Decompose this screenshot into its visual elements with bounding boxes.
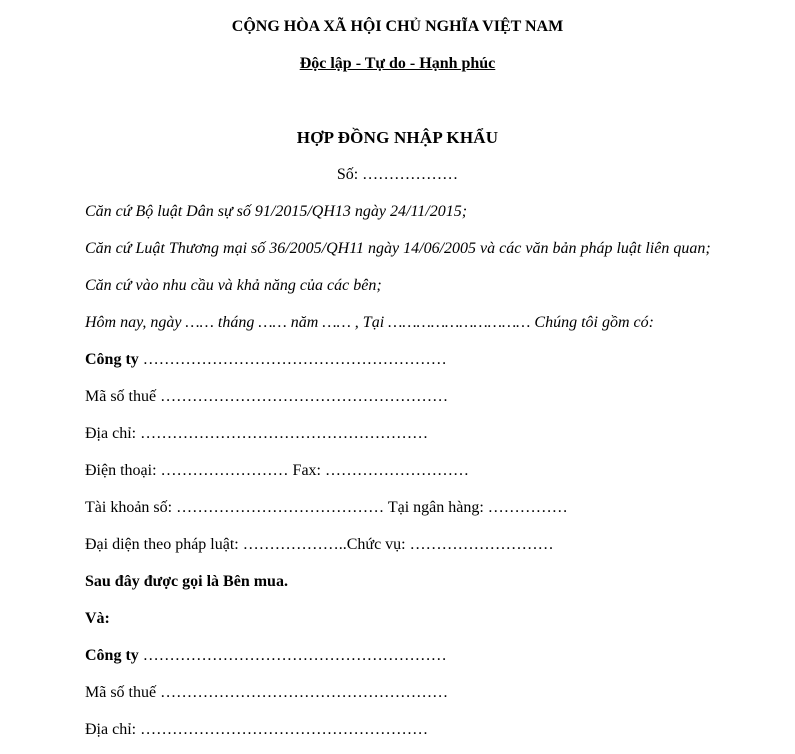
contract-number-label: Số: [336,166,359,183]
buyer-phone-fax-line [0,452,795,489]
buyer-company-label: Công ty [85,351,139,368]
header-gap [0,82,795,119]
buyer-address-blank: ……………………………………………… [136,425,429,442]
national-title-text: CỘNG HÒA XÃ HỘI CHỦ NGHĨA VIỆT NAM [231,18,564,35]
preamble-line-civil-code [0,193,795,230]
preamble-line-needs [0,267,795,304]
seller-tax-blank: ……………………………………………… [156,684,449,701]
buyer-representative-line [0,526,795,563]
preamble-text-3: Căn cứ vào nhu cầu và khả năng của các bên; [85,277,382,294]
seller-company-blank: ………………………………………………… [138,647,447,664]
buyer-company-line [0,341,795,378]
buyer-account-blank: ………………………………… [172,499,388,516]
preamble-line-commercial-law [0,230,795,267]
buyer-tax-label: Mã số thuế [85,388,157,405]
preamble-line-date-place [0,304,795,341]
preamble-text-1: Căn cứ Bộ luật Dân sự số 91/2015/QH13 ngày 24/11/2015; [85,203,468,220]
contract-number-line [0,156,795,193]
buyer-fax-label: Fax: [292,462,321,479]
buyer-phone-label: Điện thoại: [85,462,157,479]
preamble-text-4: Hôm nay, ngày …… tháng …… năm …… , Tại ………………………… Chúng tôi gồm có: [85,314,654,331]
buyer-closing-text: Sau đây được gọi là Bên mua. [85,573,288,590]
buyer-position-label: Chức vụ: [346,536,406,553]
seller-tax-label: Mã số thuế [85,684,157,701]
buyer-address-line [0,415,795,452]
buyer-address-label: Địa chỉ: [85,425,137,442]
buyer-company-blank: ………………………………………………… [138,351,447,368]
seller-company-label: Công ty [85,647,139,664]
buyer-account-label: Tài khoản số: [85,499,173,516]
buyer-closing-line [0,563,795,600]
seller-tax-line [0,674,795,711]
connector-line [0,600,795,637]
buyer-rep-blank: ……………….. [238,536,347,553]
buyer-account-bank-line [0,489,795,526]
national-motto [0,45,795,82]
contract-title [0,119,795,156]
buyer-phone-blank: …………………… [156,462,289,479]
buyer-fax-blank: ……………………… [321,462,469,479]
buyer-tax-line [0,378,795,415]
buyer-tax-blank: ……………………………………………… [156,388,449,405]
buyer-bank-blank: …………… [483,499,568,516]
national-title [0,8,795,45]
buyer-position-blank: ……………………… [405,536,554,553]
connector-text: Và: [85,610,110,627]
preamble-text-2: Căn cứ Luật Thương mại số 36/2005/QH11 ngày 14/06/2005 và các văn bản pháp luật liên quan; [85,240,711,257]
seller-address-blank: ……………………………………………… [136,721,429,738]
national-motto-text: Độc lập - Tự do - Hạnh phúc [299,55,496,72]
contract-title-text: HỢP ĐỒNG NHẬP KHẨU [296,128,499,147]
contract-number-blank: ……………… [358,166,459,183]
seller-address-line [0,711,795,748]
seller-company-line [0,637,795,674]
buyer-bank-label: Tại ngân hàng: [387,499,484,516]
buyer-rep-label: Đại diện theo pháp luật: [85,536,239,553]
seller-address-label: Địa chỉ: [85,721,137,738]
